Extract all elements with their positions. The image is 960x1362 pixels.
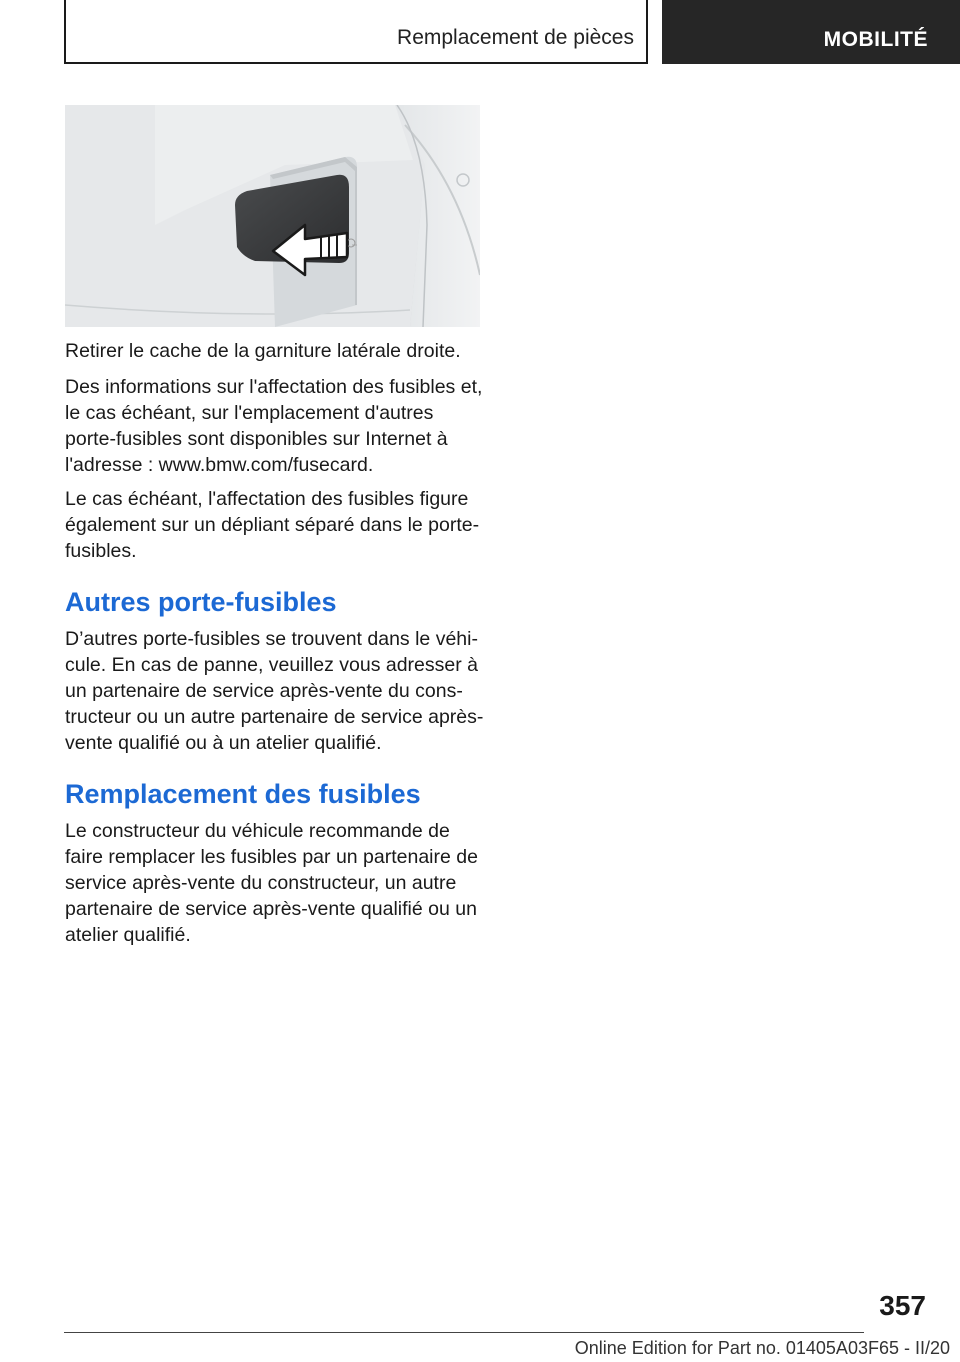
heading-fuse-replacement: Remplacement des fusibles xyxy=(65,779,421,809)
chapter-tab[interactable] xyxy=(662,0,960,64)
figure-caption: Retirer le cache de la garniture latérale droite. xyxy=(65,340,461,362)
footer-divider xyxy=(64,1332,864,1333)
page-number: 357 xyxy=(879,1290,926,1321)
paragraph-fuse-leaflet: Le cas échéant, l'affectation des fusibles figure également sur un dépliant séparé dans le porte-fusibles. xyxy=(65,488,480,562)
chapter-tab-label: MOBILITÉ xyxy=(823,28,928,51)
section-title: Remplacement de pièces xyxy=(397,26,634,49)
header-section-box xyxy=(64,0,648,64)
trim-cover-illustration xyxy=(65,105,480,327)
paragraph-fuse-info: Des informations sur l'affectation des fusibles et, le cas échéant, sur l'emplacement d'autres porte-fusibles sont disponibles sur Internet à l'adresse : www.bmw.com/fusecard. xyxy=(65,376,483,476)
heading-other-fuse-boxes: Autres porte-fusibles xyxy=(65,587,337,617)
footer-edition-text: Online Edition for Part no. 01405A03F65 - II/20 xyxy=(574,1338,950,1358)
main-text-column xyxy=(65,338,485,956)
paragraph-other-fuse-boxes: D’autres porte-fusibles se trouvent dans le véhicule. En cas de panne, veuillez vous adresser à un partenaire de service après-vente du constructeur ou un autre partenaire de service après-vente qualifié ou à un atelier qualifié. xyxy=(65,628,484,754)
paragraph-fuse-replacement: Le constructeur du véhicule recommande de faire remplacer les fusibles par un partenaire de service après-vente du constructeur, un autre partenaire de service après-vente qualifié ou un atelier qualifié. xyxy=(65,820,478,946)
